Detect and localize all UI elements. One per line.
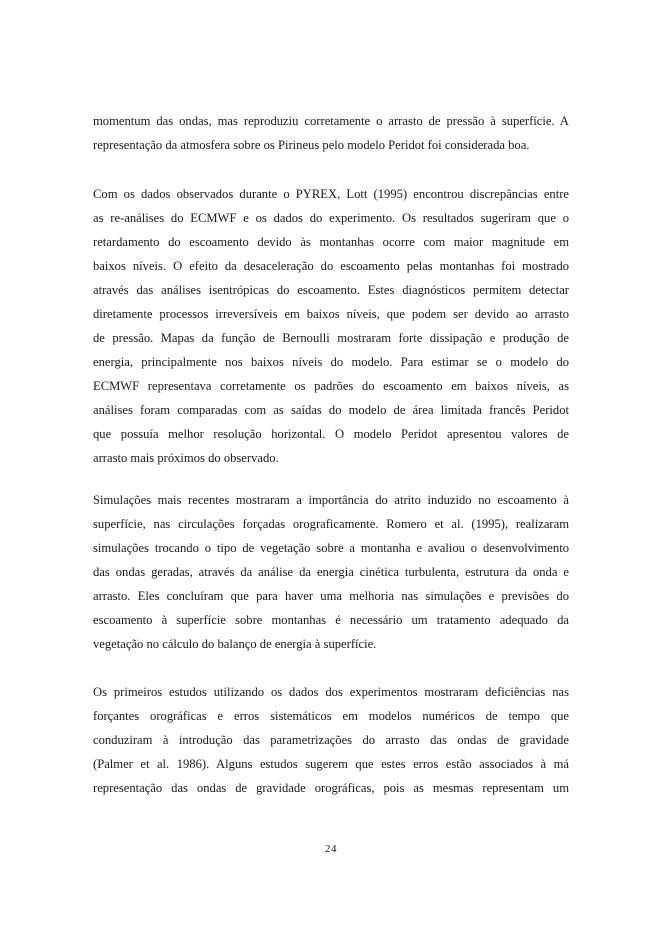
text-line: representação da atmosfera sobre os Pirineus pelo modelo Peridot foi considerada boa. bbox=[93, 138, 530, 152]
text-line: retardamento do escoamento devido às montanhas ocorre com maior magnitude em bbox=[93, 235, 569, 249]
text-line: Com os dados observados durante o PYREX, Lott (1995) encontrou discrepâncias entre bbox=[93, 187, 569, 201]
text-line: de pressão. Mapas da função de Bernoulli mostraram forte dissipação e produção de bbox=[93, 331, 569, 345]
text-line: arrasto mais próximos do observado. bbox=[93, 451, 279, 465]
text-line: vegetação no cálculo do balanço de energia à superfície. bbox=[93, 637, 377, 651]
text-line: através das análises isentrópicas do escoamento. Estes diagnósticos permitem detectar bbox=[93, 283, 569, 297]
text-line: energia, principalmente nos baixos níveis do modelo. Para estimar se o modelo do bbox=[93, 355, 569, 369]
text-line: (Palmer et al. 1986). Alguns estudos sugerem que estes erros estão associados à má bbox=[93, 757, 569, 771]
text-line: escoamento à superfície sobre montanhas é necessário um tratamento adequado da bbox=[93, 613, 569, 627]
text-line: arrasto. Eles concluíram que para haver uma melhoria nas simulações e previsões do bbox=[93, 589, 569, 603]
page-number: 24 bbox=[325, 843, 337, 855]
text-line: conduziram à introdução das parametrizações do arrasto das ondas de gravidade bbox=[93, 733, 569, 747]
paragraph-4 bbox=[93, 680, 569, 800]
text-line: superfície, nas circulações forçadas orograficamente. Romero et al. (1995), realizaram bbox=[93, 517, 569, 531]
text-line: forçantes orográficas e erros sistemáticos em modelos numéricos de tempo que bbox=[93, 709, 569, 723]
text-line: que possuía melhor resolução horizontal. O modelo Peridot apresentou valores de bbox=[93, 427, 569, 441]
text-line: das ondas geradas, através da análise da energia cinética turbulenta, estrutura da onda e bbox=[93, 565, 569, 579]
text-line: Os primeiros estudos utilizando os dados dos experimentos mostraram deficiências nas bbox=[93, 685, 569, 699]
paragraph-1 bbox=[93, 109, 569, 157]
text-line: diretamente processos irreversíveis em baixos níveis, que podem ser devido ao arrasto bbox=[93, 307, 569, 321]
text-line: baixos níveis. O efeito da desaceleração do escoamento pelas montanhas foi mostrado bbox=[93, 259, 569, 273]
text-line: ECMWF representava corretamente os padrões do escoamento em baixos níveis, as bbox=[93, 379, 569, 393]
text-line: Simulações mais recentes mostraram a importância do atrito induzido no escoamento à bbox=[93, 493, 569, 507]
paragraph-2 bbox=[93, 182, 569, 470]
text-line: simulações trocando o tipo de vegetação sobre a montanha e avaliou o desenvolvimento bbox=[93, 541, 569, 555]
text-line: momentum das ondas, mas reproduziu corretamente o arrasto de pressão à superfície. A bbox=[93, 114, 569, 128]
paragraph-3 bbox=[93, 488, 569, 656]
text-line: análises foram comparadas com as saídas do modelo de área limitada francês Peridot bbox=[93, 403, 569, 417]
text-line: as re-análises do ECMWF e os dados do experimento. Os resultados sugeriram que o bbox=[93, 211, 569, 225]
text-line: representação das ondas de gravidade orográficas, pois as mesmas representam um bbox=[93, 781, 569, 795]
